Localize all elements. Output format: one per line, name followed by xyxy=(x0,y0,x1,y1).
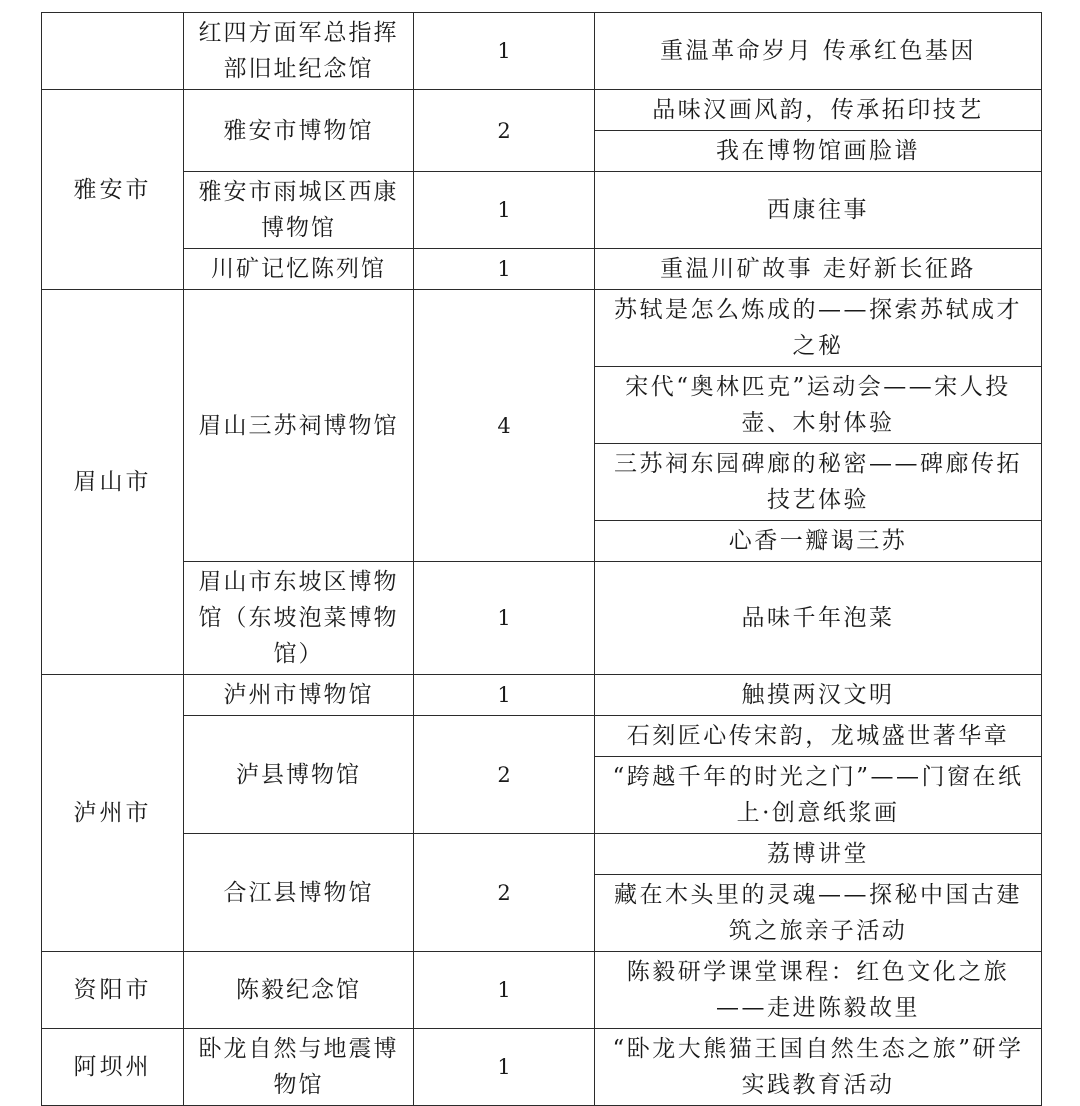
museum-activity-table-page xyxy=(41,12,1041,1106)
program-cell: 陈毅研学课堂课程：红色文化之旅——走进陈毅故里 xyxy=(595,952,1042,1029)
count-cell: 2 xyxy=(414,716,595,834)
program-cell: 重温川矿故事 走好新长征路 xyxy=(595,249,1042,290)
program-cell: 我在博物馆画脸谱 xyxy=(595,131,1042,172)
city-cell: 雅安市 xyxy=(42,90,184,290)
count-cell: 1 xyxy=(414,562,595,675)
program-cell: 触摸两汉文明 xyxy=(595,675,1042,716)
table-row xyxy=(42,675,1042,716)
table-row xyxy=(42,1029,1042,1106)
program-cell: 石刻匠心传宋韵，龙城盛世著华章 xyxy=(595,716,1042,757)
program-cell: “卧龙大熊猫王国自然生态之旅”研学实践教育活动 xyxy=(595,1029,1042,1106)
venue-cell: 眉山市东坡区博物馆（东坡泡菜博物馆） xyxy=(184,562,414,675)
program-cell: 三苏祠东园碑廊的秘密——碑廊传拓技艺体验 xyxy=(595,444,1042,521)
museum-activity-table xyxy=(41,12,1042,1106)
program-cell: 心香一瓣谒三苏 xyxy=(595,521,1042,562)
count-cell: 1 xyxy=(414,952,595,1029)
program-cell: 品味汉画风韵，传承拓印技艺 xyxy=(595,90,1042,131)
venue-cell: 泸县博物馆 xyxy=(184,716,414,834)
venue-cell: 陈毅纪念馆 xyxy=(184,952,414,1029)
city-cell: 眉山市 xyxy=(42,290,184,675)
program-cell: 品味千年泡菜 xyxy=(595,562,1042,675)
count-cell: 1 xyxy=(414,172,595,249)
count-cell: 2 xyxy=(414,90,595,172)
venue-cell: 眉山三苏祠博物馆 xyxy=(184,290,414,562)
program-cell: 苏轼是怎么炼成的——探索苏轼成才之秘 xyxy=(595,290,1042,367)
table-row xyxy=(42,952,1042,1029)
venue-cell: 雅安市博物馆 xyxy=(184,90,414,172)
count-cell: 1 xyxy=(414,675,595,716)
count-cell: 1 xyxy=(414,13,595,90)
venue-cell: 红四方面军总指挥部旧址纪念馆 xyxy=(184,13,414,90)
city-cell: 泸州市 xyxy=(42,675,184,952)
venue-cell: 卧龙自然与地震博物馆 xyxy=(184,1029,414,1106)
venue-cell: 合江县博物馆 xyxy=(184,834,414,952)
program-cell: 重温革命岁月 传承红色基因 xyxy=(595,13,1042,90)
count-cell: 1 xyxy=(414,1029,595,1106)
program-cell: “跨越千年的时光之门”——门窗在纸上·创意纸浆画 xyxy=(595,757,1042,834)
program-cell: 宋代“奥林匹克”运动会——宋人投壶、木射体验 xyxy=(595,367,1042,444)
venue-cell: 泸州市博物馆 xyxy=(184,675,414,716)
venue-cell: 川矿记忆陈列馆 xyxy=(184,249,414,290)
table-row xyxy=(42,249,1042,290)
count-cell: 4 xyxy=(414,290,595,562)
program-cell: 荔博讲堂 xyxy=(595,834,1042,875)
table-row xyxy=(42,90,1042,131)
table-row xyxy=(42,562,1042,675)
city-cell xyxy=(42,13,184,90)
count-cell: 1 xyxy=(414,249,595,290)
table-row xyxy=(42,290,1042,367)
city-cell: 阿坝州 xyxy=(42,1029,184,1106)
table-row xyxy=(42,834,1042,875)
program-cell: 藏在木头里的灵魂——探秘中国古建筑之旅亲子活动 xyxy=(595,875,1042,952)
count-cell: 2 xyxy=(414,834,595,952)
table-row xyxy=(42,716,1042,757)
table-row xyxy=(42,13,1042,90)
program-cell: 西康往事 xyxy=(595,172,1042,249)
table-row xyxy=(42,172,1042,249)
venue-cell: 雅安市雨城区西康博物馆 xyxy=(184,172,414,249)
city-cell: 资阳市 xyxy=(42,952,184,1029)
